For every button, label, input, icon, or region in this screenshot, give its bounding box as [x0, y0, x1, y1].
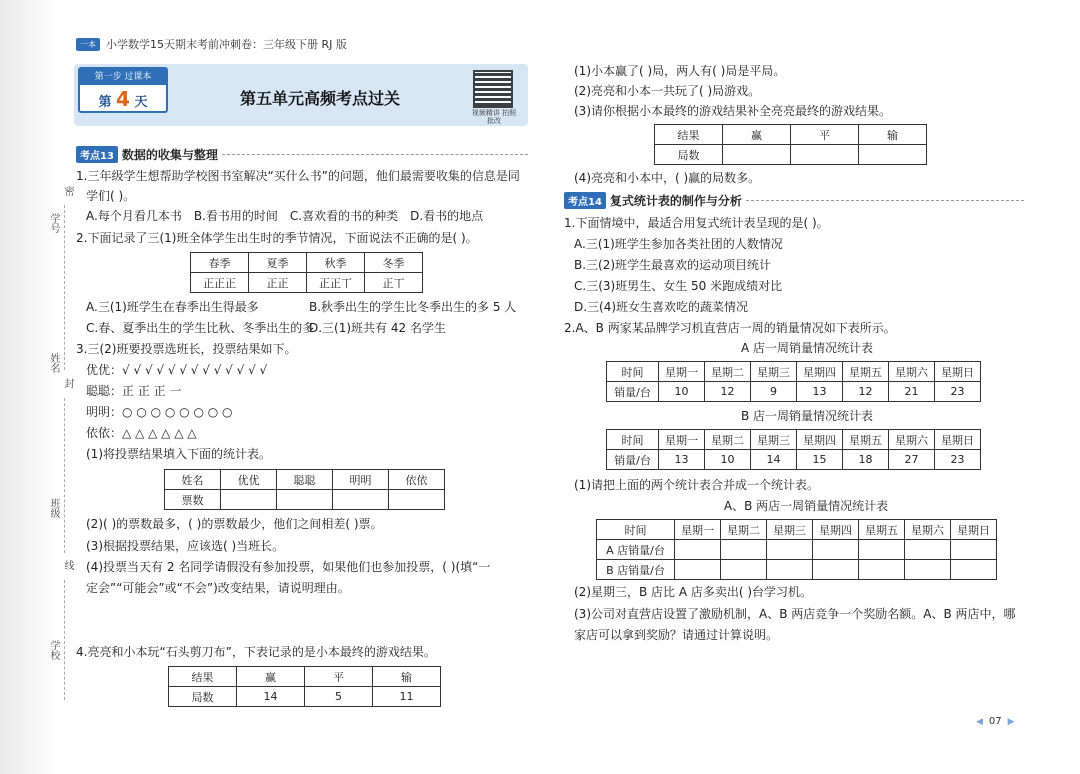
- table-header: 依依: [389, 470, 445, 490]
- table-cell-blank[interactable]: [905, 540, 951, 560]
- table-header: 星期四: [797, 430, 843, 450]
- table-header: 星期五: [859, 520, 905, 540]
- table-cell: A 店销量/台: [597, 540, 675, 560]
- table-header: 时间: [607, 362, 659, 382]
- table-cell-blank[interactable]: [389, 490, 445, 510]
- binding-mark-line: 线: [62, 560, 73, 570]
- table-header: 星期六: [889, 362, 935, 382]
- section-title: 数据的收集与整理: [121, 148, 218, 162]
- question-3-text: 3.三(2)班要投票选班长，投票结果如下。: [76, 342, 297, 356]
- table-cell-blank[interactable]: [221, 490, 277, 510]
- table-cell: 27: [889, 450, 935, 470]
- table-header: 输: [859, 125, 927, 145]
- table-cell: 正正正: [191, 273, 249, 293]
- table-header: 聪聪: [277, 470, 333, 490]
- table-header: 优优: [221, 470, 277, 490]
- question-1-text-cont: 学们( )。: [86, 189, 136, 203]
- question-4-sub-2: (2)亮亮和小本一共玩了( )局游戏。: [574, 84, 761, 98]
- table-cell: 14: [751, 450, 797, 470]
- table-header: 赢: [237, 667, 305, 687]
- table-cell: 18: [843, 450, 889, 470]
- combined-table-title: A、B 两店一周销量情况统计表: [723, 499, 889, 513]
- table-cell: 13: [797, 382, 843, 402]
- table-header: 平: [791, 125, 859, 145]
- vote-count-table: [164, 469, 445, 510]
- table-header: 星期四: [813, 520, 859, 540]
- binding-label-name: 姓名: [48, 353, 59, 373]
- table-header: 星期一: [675, 520, 721, 540]
- binding-label-school: 学校: [48, 640, 59, 660]
- table-row: [607, 362, 981, 382]
- table-cell: 正丅: [365, 273, 423, 293]
- table-header: 输: [373, 667, 441, 687]
- question-4-sub-3: (3)请你根据小本最终的游戏结果补全亮亮最终的游戏结果。: [574, 104, 892, 118]
- question-2-text: 2.下面记录了三(1)班全体学生出生时的季节情况，下面说法不正确的是( )。: [76, 231, 478, 245]
- binding-dashed-line: [64, 398, 65, 553]
- table-cell: 正正: [249, 273, 307, 293]
- option-c: C.三(3)班男生、女生 50 米跑成绩对比: [574, 279, 783, 293]
- table-row: [165, 470, 445, 490]
- table-header: 春季: [191, 253, 249, 273]
- table-cell: 9: [751, 382, 797, 402]
- table-cell: 12: [705, 382, 751, 402]
- binding-dashed-line: [64, 580, 65, 700]
- table-cell-blank[interactable]: [905, 560, 951, 580]
- table-cell-blank[interactable]: [813, 560, 859, 580]
- table-cell-blank[interactable]: [721, 540, 767, 560]
- book-logo-badge: 一本: [76, 38, 100, 51]
- table-cell: 销量/台: [607, 450, 659, 470]
- table-cell: 10: [659, 382, 705, 402]
- table-header: 星期二: [721, 520, 767, 540]
- table-cell-blank[interactable]: [859, 540, 905, 560]
- table-header: 秋季: [307, 253, 365, 273]
- p-question-1-text: 1.下面情境中，最适合用复式统计表呈现的是( )。: [564, 216, 829, 230]
- section-header-14: [564, 192, 1024, 209]
- option-b: B.秋季出生的学生比冬季出生的多 5 人: [309, 300, 517, 314]
- table-cell: 12: [843, 382, 889, 402]
- qr-caption: 视频精讲 拍照批改: [471, 109, 517, 125]
- section-tag: 考点13: [76, 146, 118, 163]
- table-cell: B 店销量/台: [597, 560, 675, 580]
- vote-row-youyou: 优优：√ √ √ √ √ √ √ √ √ √ √ √ √: [86, 363, 268, 377]
- table-cell-blank[interactable]: [277, 490, 333, 510]
- p-question-2-sub-3: (3)公司对直营店设置了激励机制，A、B 两店竞争一个奖励名额。A、B 两店中，哪: [574, 607, 1016, 621]
- table-cell: 15: [797, 450, 843, 470]
- table-header: 赢: [723, 125, 791, 145]
- table-header: 星期一: [659, 362, 705, 382]
- table-cell: 销量/台: [607, 382, 659, 402]
- table-header: 结果: [169, 667, 237, 687]
- option-a: A.每个月看几本书: [86, 209, 182, 223]
- book-title: 小学数学15天期末考前冲刺卷：三年级下册 RJ 版: [106, 38, 347, 51]
- p-question-2-sub-3-cont: 家店可以拿到奖励？请通过计算说明。: [574, 628, 779, 642]
- section-header-13: [76, 146, 528, 163]
- table-header: 星期日: [935, 430, 981, 450]
- table-cell: 11: [373, 687, 441, 707]
- table-row: [655, 125, 927, 145]
- table-header: 平: [305, 667, 373, 687]
- binding-dashed-line: [64, 205, 65, 370]
- table-cell-blank[interactable]: [721, 560, 767, 580]
- question-3-sub-4-cont: 定会”“可能会”或“不会”)改变结果，请说明理由。: [86, 581, 350, 595]
- question-3-sub-4: (4)投票当天有 2 名同学请假没有参加投票，如果他们也参加投票，( )(填“一: [86, 560, 491, 574]
- table-cell-blank[interactable]: [859, 145, 927, 165]
- table-header: 星期一: [659, 430, 705, 450]
- table-header: 星期二: [705, 362, 751, 382]
- question-1-options: [86, 208, 483, 225]
- table-row: [169, 667, 441, 687]
- table-header: 星期日: [951, 520, 997, 540]
- table-a-title: A 店一周销量情况统计表: [740, 341, 874, 355]
- option-c: C.春、夏季出生的学生比秋、冬季出生的多: [86, 321, 315, 335]
- store-a-sales-table: [606, 361, 981, 402]
- question-3-sub-1: (1)将投票结果填入下面的统计表。: [86, 447, 271, 461]
- table-row: [191, 253, 423, 273]
- option-b: B.看书用的时间: [193, 209, 278, 223]
- table-header: 星期六: [905, 520, 951, 540]
- p-question-2-sub-2: (2)星期三，B 店比 A 店多卖出( )台学习机。: [574, 585, 813, 599]
- option-a: A.三(1)班学生参加各类社团的人数情况: [574, 237, 783, 251]
- table-header: 夏季: [249, 253, 307, 273]
- section-tag: 考点14: [564, 192, 606, 209]
- table-cell-blank[interactable]: [859, 560, 905, 580]
- table-header: 姓名: [165, 470, 221, 490]
- table-cell-blank[interactable]: [951, 540, 997, 560]
- table-cell: 正正丅: [307, 273, 365, 293]
- table-cell: 10: [705, 450, 751, 470]
- combined-sales-table: [596, 519, 997, 580]
- table-cell-blank[interactable]: [813, 540, 859, 560]
- table-header: 星期四: [797, 362, 843, 382]
- prev-page-icon[interactable]: ◀: [976, 716, 983, 727]
- table-cell: 23: [935, 450, 981, 470]
- birth-season-table: [190, 252, 423, 293]
- table-header: 星期三: [751, 430, 797, 450]
- question-4-sub-4: (4)亮亮和小本中，( )赢的局数多。: [574, 171, 761, 185]
- liangliang-result-table: [654, 124, 927, 165]
- table-cell: 21: [889, 382, 935, 402]
- table-header: 星期六: [889, 430, 935, 450]
- section-title: 复式统计表的制作与分析: [609, 194, 742, 208]
- book-header: [76, 36, 347, 52]
- table-header: 星期三: [751, 362, 797, 382]
- table-header: 时间: [597, 520, 675, 540]
- table-row: [607, 382, 981, 402]
- table-cell-blank[interactable]: [723, 145, 791, 165]
- table-row: [607, 450, 981, 470]
- table-row: [655, 145, 927, 165]
- table-row: [165, 490, 445, 510]
- table-cell: 13: [659, 450, 705, 470]
- table-header: 星期日: [935, 362, 981, 382]
- table-row: [169, 687, 441, 707]
- table-cell-blank[interactable]: [675, 540, 721, 560]
- day-label: 第 4 天: [98, 87, 148, 111]
- table-cell: 5: [305, 687, 373, 707]
- option-c: C.喜欢看的书的种类: [289, 209, 399, 223]
- table-cell-blank[interactable]: [333, 490, 389, 510]
- game-result-table: [168, 666, 441, 707]
- vote-row-mingming: 明明：○ ○ ○ ○ ○ ○ ○ ○: [86, 405, 233, 419]
- page-footer: [976, 716, 1015, 727]
- next-page-icon[interactable]: ▶: [1007, 716, 1015, 727]
- vote-row-yiyi: 依依：△ △ △ △ △ △: [86, 426, 197, 440]
- table-header: 星期五: [843, 430, 889, 450]
- table-header: 冬季: [365, 253, 423, 273]
- table-cell: 14: [237, 687, 305, 707]
- question-1-text: 1.三年级学生想帮助学校图书室解决“买什么书”的问题，他们最需要收集的信息是同: [76, 169, 520, 183]
- binding-label-student-id: 学号: [48, 213, 59, 233]
- table-row: [607, 430, 981, 450]
- table-row: [597, 540, 997, 560]
- table-header: 结果: [655, 125, 723, 145]
- table-cell-blank[interactable]: [767, 560, 813, 580]
- option-d: D.三(4)班女生喜欢吃的蔬菜情况: [574, 300, 749, 314]
- question-4-text: 4.亮亮和小本玩“石头剪刀布”，下表记录的是小本最终的游戏结果。: [76, 645, 436, 659]
- option-b: B.三(2)班学生最喜欢的运动项目统计: [574, 258, 772, 272]
- p-question-2-sub-1: (1)请把上面的两个统计表合并成一个统计表。: [574, 478, 819, 492]
- table-cell: 局数: [655, 145, 723, 165]
- table-header: 星期二: [705, 430, 751, 450]
- step-label: 第一步 过课本: [80, 69, 166, 85]
- option-d: D.看书的地点: [410, 209, 484, 223]
- day-step-tag: [78, 67, 168, 113]
- table-cell-blank[interactable]: [767, 540, 813, 560]
- binding-mark-seal: 密: [62, 186, 73, 196]
- table-b-title: B 店一周销量情况统计表: [740, 409, 874, 423]
- table-header: 星期五: [843, 362, 889, 382]
- page-number: 07: [988, 716, 1002, 727]
- table-cell-blank[interactable]: [791, 145, 859, 165]
- table-cell: 23: [935, 382, 981, 402]
- table-row: [597, 560, 997, 580]
- table-cell-blank[interactable]: [675, 560, 721, 580]
- binding-label-class: 班级: [48, 498, 59, 518]
- store-b-sales-table: [606, 429, 981, 470]
- question-3-sub-3: (3)根据投票结果，应该选( )当班长。: [86, 539, 285, 553]
- table-cell: 票数: [165, 490, 221, 510]
- option-a: A.三(1)班学生在春季出生得最多: [86, 300, 259, 314]
- qr-code-icon[interactable]: [473, 70, 513, 108]
- p-question-2-text: 2.A、B 两家某品牌学习机直营店一周的销量情况如下表所示。: [564, 321, 896, 335]
- vote-row-congcong: 聪聪：正 正 正 一: [86, 384, 182, 398]
- table-row: [191, 273, 423, 293]
- table-row: [597, 520, 997, 540]
- option-d: D.三(1)班共有 42 名学生: [309, 321, 446, 335]
- question-3-sub-2: (2)( )的票数最多，( )的票数最少，他们之间相差( )票。: [86, 517, 383, 531]
- table-cell-blank[interactable]: [951, 560, 997, 580]
- table-header: 时间: [607, 430, 659, 450]
- unit-title: 第五单元高频考点过关: [239, 89, 400, 108]
- table-cell: 局数: [169, 687, 237, 707]
- question-4-sub-1: (1)小本赢了( )局，两人有( )局是平局。: [574, 64, 786, 78]
- table-header: 星期三: [767, 520, 813, 540]
- table-header: 明明: [333, 470, 389, 490]
- binding-mark-envelope: 封: [62, 378, 73, 388]
